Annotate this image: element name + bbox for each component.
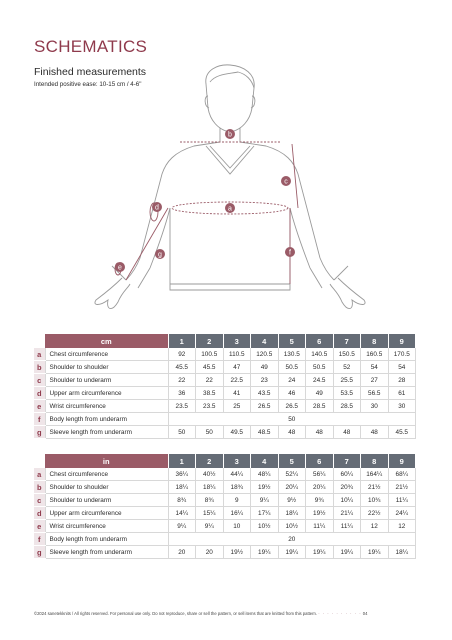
table-row: [34, 400, 416, 413]
row-label: Chest circumference: [45, 468, 168, 481]
row-value: 60¼: [333, 468, 361, 481]
row-value: 19¼: [361, 546, 389, 559]
row-value: 56¼: [306, 468, 334, 481]
row-value: 17¼: [251, 507, 279, 520]
row-value: 10¾: [361, 494, 389, 507]
row-value: 16¼: [223, 507, 251, 520]
row-value: 25: [223, 400, 251, 413]
table-row: [34, 361, 416, 374]
row-label: Chest circumference: [45, 348, 168, 361]
row-value: 18¼: [168, 481, 196, 494]
row-value: 21¼: [333, 507, 361, 520]
row-value: 130.5: [278, 348, 306, 361]
row-value: 54: [388, 361, 416, 374]
row-value: 20: [196, 546, 224, 559]
row-value: 9¾: [306, 494, 334, 507]
row-letter: e: [34, 400, 45, 413]
sweater-outline: [95, 65, 365, 309]
table-row: [34, 481, 416, 494]
footer: [34, 611, 367, 616]
row-letter: f: [34, 533, 45, 546]
row-value: 19¼: [278, 546, 306, 559]
label-e: e: [118, 264, 122, 272]
row-value: 14¼: [168, 507, 196, 520]
row-label: Shoulder to shoulder: [45, 361, 168, 374]
row-value: 19¼: [306, 546, 334, 559]
row-value: 11¼: [388, 494, 416, 507]
row-value: 61: [388, 387, 416, 400]
row-value: 28.5: [306, 400, 334, 413]
table-row: [34, 374, 416, 387]
row-value: 9½: [278, 494, 306, 507]
size-header: 7: [333, 334, 361, 348]
row-value: 20¼: [278, 481, 306, 494]
table-row: [34, 494, 416, 507]
row-value: 56.5: [361, 387, 389, 400]
row-letter: f: [34, 413, 45, 426]
row-value: 50.5: [306, 361, 334, 374]
row-letter: d: [34, 387, 45, 400]
row-value: 48: [333, 426, 361, 439]
row-value: 45.5: [196, 361, 224, 374]
row-value: 45.5: [388, 426, 416, 439]
row-value: 160.5: [361, 348, 389, 361]
row-value: 30: [361, 400, 389, 413]
size-header: 5: [278, 454, 306, 468]
row-value: 140.5: [306, 348, 334, 361]
row-value: 28: [388, 374, 416, 387]
row-letter: b: [34, 361, 45, 374]
row-value: 19¼: [251, 546, 279, 559]
row-value: 40½: [196, 468, 224, 481]
row-value: 52¼: [278, 468, 306, 481]
row-label: Wrist circumference: [45, 520, 168, 533]
row-value-merged: 20: [168, 533, 416, 546]
row-value: 50: [168, 426, 196, 439]
row-label: Upper arm circumference: [45, 507, 168, 520]
unit-header: cm: [45, 334, 168, 348]
measurements-table-in: [34, 454, 416, 559]
row-letter: c: [34, 374, 45, 387]
row-letter: d: [34, 507, 45, 520]
row-value: 9¼: [196, 520, 224, 533]
row-letter: e: [34, 520, 45, 533]
size-header: 7: [333, 454, 361, 468]
size-header: 2: [196, 454, 224, 468]
size-header: 8: [361, 334, 389, 348]
row-value: 24: [278, 374, 306, 387]
footer-dots: · · · · · · · · · ·: [318, 611, 362, 616]
table-body: [34, 348, 416, 439]
label-a: a: [228, 205, 232, 213]
row-value: 41: [223, 387, 251, 400]
row-value: 12: [361, 520, 389, 533]
row-value: 12: [388, 520, 416, 533]
row-value: 22½: [361, 507, 389, 520]
row-value: 15¼: [196, 507, 224, 520]
row-value: 50: [196, 426, 224, 439]
row-value: 43.5: [251, 387, 279, 400]
row-value: 19½: [223, 546, 251, 559]
row-value: 24¼: [388, 507, 416, 520]
label-b: b: [228, 131, 232, 139]
row-value: 18¾: [223, 481, 251, 494]
table-row: [34, 348, 416, 361]
row-value: 120.5: [251, 348, 279, 361]
row-value: 24.5: [306, 374, 334, 387]
row-value: 36¼: [168, 468, 196, 481]
row-label: Upper arm circumference: [45, 387, 168, 400]
row-value-merged: 50: [168, 413, 416, 426]
measure-lines: [115, 142, 298, 284]
row-value: 48: [361, 426, 389, 439]
row-value: 22.5: [223, 374, 251, 387]
size-header: 2: [196, 334, 224, 348]
row-value: 23.5: [196, 400, 224, 413]
table-row: [34, 387, 416, 400]
size-header: 8: [361, 454, 389, 468]
row-value: 30: [388, 400, 416, 413]
row-value: 18¼: [278, 507, 306, 520]
row-letter: b: [34, 481, 45, 494]
row-value: 9¼: [168, 520, 196, 533]
ease-note: Intended positive ease: 10-15 cm / 4-6": [34, 81, 142, 88]
row-value: 68¼: [388, 468, 416, 481]
row-value: 9¼: [251, 494, 279, 507]
row-value: 53.5: [333, 387, 361, 400]
row-label: Wrist circumference: [45, 400, 168, 413]
row-value: 50.5: [278, 361, 306, 374]
table-header: [34, 454, 416, 468]
row-value: 11¼: [333, 520, 361, 533]
row-value: 10: [223, 520, 251, 533]
size-header: 1: [168, 334, 196, 348]
row-value: 20: [168, 546, 196, 559]
row-value: 49: [251, 361, 279, 374]
row-value: 19¼: [333, 546, 361, 559]
row-value: 9: [223, 494, 251, 507]
table-row: [34, 520, 416, 533]
row-letter: a: [34, 468, 45, 481]
row-label: Shoulder to underarm: [45, 494, 168, 507]
table-row: [34, 533, 416, 546]
row-value: 48: [278, 426, 306, 439]
row-value: 19½: [306, 507, 334, 520]
size-header: 9: [388, 454, 416, 468]
row-value: 26.5: [278, 400, 306, 413]
row-value: 23: [251, 374, 279, 387]
table-header: [34, 334, 416, 348]
row-label: Sleeve length from underarm: [45, 426, 168, 439]
row-value: 150.5: [333, 348, 361, 361]
size-header: 3: [223, 454, 251, 468]
size-header: 5: [278, 334, 306, 348]
row-value: 38.5: [196, 387, 224, 400]
copyright-text: ©2024 sanetekknits / All rights reserved. For personal use only. Do not reproduce, share or sell the pattern, or sell items that are knitted from this pattern.: [34, 611, 318, 616]
row-label: Shoulder to underarm: [45, 374, 168, 387]
size-header: 4: [251, 454, 279, 468]
table-row: [34, 413, 416, 426]
row-value: 10¼: [333, 494, 361, 507]
row-value: 23.5: [168, 400, 196, 413]
row-value: 8¾: [196, 494, 224, 507]
table-row: [34, 507, 416, 520]
page-number: 04: [362, 611, 368, 616]
row-value: 170.5: [388, 348, 416, 361]
row-value: 21½: [388, 481, 416, 494]
row-letter: c: [34, 494, 45, 507]
row-value: 49.5: [223, 426, 251, 439]
row-value: 54: [361, 361, 389, 374]
row-letter: g: [34, 546, 45, 559]
row-value: 48: [306, 426, 334, 439]
row-value: 22: [196, 374, 224, 387]
row-label: Sleeve length from underarm: [45, 546, 168, 559]
row-value: 11¼: [306, 520, 334, 533]
row-value: 18¼: [196, 481, 224, 494]
table-row: [34, 426, 416, 439]
row-value: 92: [168, 348, 196, 361]
size-header: 3: [223, 334, 251, 348]
row-value: 164¼: [361, 468, 389, 481]
row-value: 8¾: [168, 494, 196, 507]
row-value: 47: [223, 361, 251, 374]
page-title: SCHEMATICS: [34, 37, 148, 56]
size-header: 6: [306, 334, 334, 348]
measurements-table-cm: [34, 334, 416, 439]
size-header: 6: [306, 454, 334, 468]
row-letter: g: [34, 426, 45, 439]
row-value: 48.5: [251, 426, 279, 439]
row-value: 44¼: [223, 468, 251, 481]
row-label: Body length from underarm: [45, 533, 168, 546]
table-body: [34, 468, 416, 559]
row-value: 52: [333, 361, 361, 374]
row-value: 20¾: [333, 481, 361, 494]
row-value: 10½: [251, 520, 279, 533]
row-value: 21½: [361, 481, 389, 494]
row-label: Shoulder to shoulder: [45, 481, 168, 494]
row-value: 45.5: [168, 361, 196, 374]
row-value: 110.5: [223, 348, 251, 361]
row-value: 100.5: [196, 348, 224, 361]
row-label: Body length from underarm: [45, 413, 168, 426]
label-d: d: [155, 204, 159, 212]
table-row: [34, 468, 416, 481]
sweater-schematic: [70, 62, 390, 327]
row-value: 22: [168, 374, 196, 387]
row-value: 19½: [251, 481, 279, 494]
row-letter: a: [34, 348, 45, 361]
row-value: 18¼: [388, 546, 416, 559]
size-header: 9: [388, 334, 416, 348]
row-value: 26.5: [251, 400, 279, 413]
row-value: 20¼: [306, 481, 334, 494]
table-row: [34, 546, 416, 559]
label-c: c: [284, 178, 288, 186]
size-header: 4: [251, 334, 279, 348]
row-value: 25.5: [333, 374, 361, 387]
row-value: 48¼: [251, 468, 279, 481]
row-value: 10½: [278, 520, 306, 533]
row-value: 27: [361, 374, 389, 387]
size-header: 1: [168, 454, 196, 468]
label-f: f: [289, 249, 291, 257]
row-value: 46: [278, 387, 306, 400]
unit-header: in: [45, 454, 168, 468]
row-value: 28.5: [333, 400, 361, 413]
section-subtitle: Finished measurements: [34, 66, 147, 78]
row-value: 36: [168, 387, 196, 400]
label-g: g: [158, 251, 162, 259]
row-value: 49: [306, 387, 334, 400]
